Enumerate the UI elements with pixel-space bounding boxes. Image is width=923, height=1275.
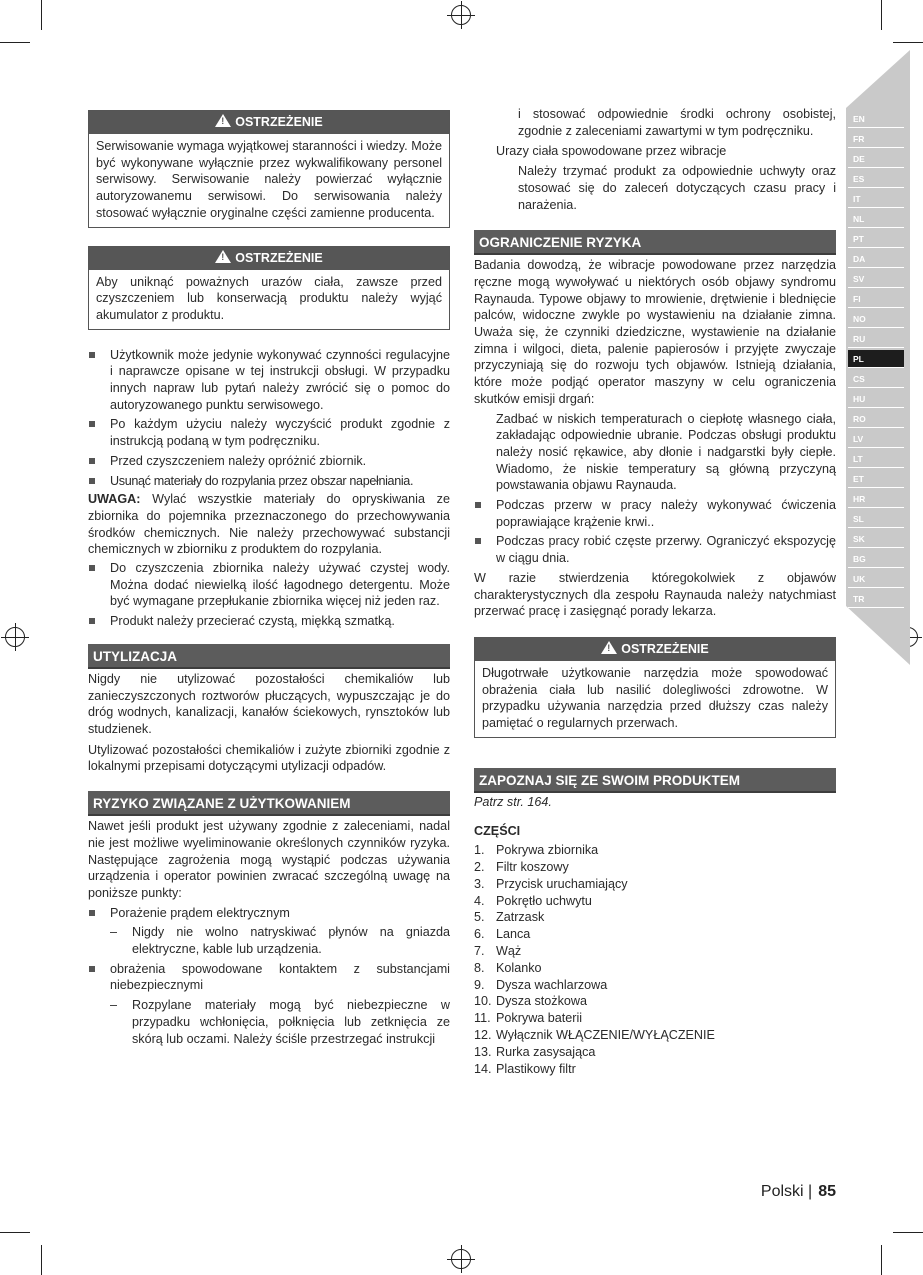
sub-list-item: Należy trzymać produkt za odpowiednie uchwyty oraz stosować się do zaleceń dotyczących czasu pracy i narażenia.	[518, 164, 836, 212]
section-heading: OGRANICZENIE RYZYKA	[474, 230, 836, 255]
section-heading: RYZYKO ZWIĄZANE Z UŻYTKOWANIEM	[88, 791, 450, 816]
note-paragraph	[88, 491, 450, 558]
part-name: Dysza stożkowa	[496, 994, 587, 1009]
parts-list-item	[474, 977, 836, 994]
parts-list-item	[474, 1061, 836, 1078]
risk-list	[88, 905, 450, 1048]
part-name: Wyłącznik WŁĄCZENIE/WYŁĄCZENIE	[496, 1027, 715, 1042]
warning-title: OSTRZEŻENIE	[621, 641, 709, 656]
part-name: Pokrętło uchwytu	[496, 893, 592, 908]
sub-list	[110, 924, 450, 957]
warning-header	[89, 247, 449, 270]
part-name: Pokrywa zbiornika	[496, 843, 599, 858]
part-name: Pokrywa baterii	[496, 1011, 583, 1026]
cleaning-list	[88, 560, 450, 630]
sub-list-item-text: Rozpylane materiały mogą być niebezpieczne w przypadku wchłonięcia, połknięcia lub zetknięcia ze skórą lub oczami. Należy ściśle przestrzegać instrukcji	[132, 998, 450, 1046]
sub-list-item	[110, 997, 450, 1047]
list-item: Przed czyszczeniem należy opróżnić zbiornik.	[88, 453, 450, 470]
footer-language: Polski |	[760, 1183, 813, 1200]
disposal-paragraph: Nigdy nie utylizować pozostałości chemikaliów lub zanieczyszczonych roztworów płuczących, wypuszczając je do dróg wodnych, kanalizacji, kanałów ściekowych, rynsztoków lub studzienek.	[88, 671, 450, 736]
parts-title: CZĘŚCI	[474, 823, 521, 838]
parts-list-item	[474, 1010, 836, 1027]
language-tab-hu[interactable]: HU	[848, 390, 904, 408]
risk-intro: Nawet jeśli produkt jest używany zgodnie z zaleceniami, nadal nie jest możliwe wyeliminowanie określonych czynników ryzyka. Następujące zagrożenia mogą wystąpić podczas używania urządzenia i operator powinien zwracać szczególną uwagę na poniższe punkty:	[88, 819, 450, 900]
reduction-outro: W razie stwierdzenia któregokolwiek z objawów charakterystycznych dla zespołu Raynauda należy natychmiast przerwać pracę i zasięgnąć porady lekarza.	[474, 570, 836, 619]
registration-mark-icon	[5, 627, 25, 647]
language-tab-en[interactable]: EN	[848, 110, 904, 128]
parts-list	[474, 842, 836, 1077]
warning-box-battery	[88, 246, 450, 330]
list-item: Do czyszczenia zbiornika należy używać czystej wody. Można dodać niewielką ilość łagodnego detergentu. Może być wymagane przepłukanie zbiornika więcej niż jeden raz.	[88, 560, 450, 610]
language-tab-bg[interactable]: BG	[848, 550, 904, 568]
sub-list	[496, 106, 836, 139]
list-item-text: Porażenie prądem elektrycznym	[110, 905, 290, 920]
list-item-text: Urazy ciała spowodowane przez wibracje	[496, 144, 727, 159]
language-tab-de[interactable]: DE	[848, 150, 904, 168]
part-name: Lanca	[496, 927, 531, 942]
warning-box-vibration	[474, 637, 836, 738]
page-footer	[761, 1183, 836, 1201]
list-item: Po każdym użyciu należy wyczyścić produkt zgodnie z instrukcją podaną w tym podręczniku.	[88, 416, 450, 449]
language-tab-hr[interactable]: HR	[848, 490, 904, 508]
language-tab-uk[interactable]: UK	[848, 570, 904, 588]
parts-list-item	[474, 859, 836, 876]
list-item	[88, 905, 450, 958]
language-tab-tr[interactable]: TR	[848, 590, 904, 608]
part-number: 4.	[474, 893, 485, 908]
section-heading: UTYLIZACJA	[88, 644, 450, 669]
warning-text: Aby uniknąć poważnych urazów ciała, zawsze przed czyszczeniem lub konserwacją produktu należy wyjąć akumulator z produktu.	[96, 274, 442, 322]
part-number: 13.	[474, 1044, 492, 1059]
language-tab-sk[interactable]: SK	[848, 530, 904, 548]
note-text: Wylać wszystkie materiały do opryskiwania ze zbiornika do pojemnika przeznaczonego do przechowywania środków chemicznych. Nie należy przechowywać substancji chemicznych w zbiorniku z produktem do rozpylania.	[88, 492, 450, 557]
list-item: Użytkownik może jedynie wykonywać czynności regulacyjne i naprawcze opisane w tej instrukcji obsługi. W przypadku innych napraw lub pytań należy zwrócić się o pomoc do autoryzowanego punktu serwisowego.	[88, 347, 450, 414]
registration-mark-icon	[451, 5, 471, 25]
registration-mark-icon	[451, 1249, 471, 1269]
part-name: Wąż	[496, 943, 522, 958]
part-name: Rurka zasysająca	[496, 1044, 596, 1059]
crop-mark	[0, 42, 30, 43]
crop-mark	[881, 0, 882, 30]
crop-mark	[881, 1245, 882, 1275]
parts-list-item	[474, 960, 836, 977]
crop-mark	[893, 1232, 923, 1233]
parts-list-item	[474, 943, 836, 960]
parts-list-item	[474, 842, 836, 859]
list-item	[474, 106, 836, 139]
sub-list-item	[496, 106, 836, 139]
risk-list-vibration	[474, 143, 836, 213]
list-item: Zadbać w niskich temperaturach o ciepłotę własnego ciała, zakładając odpowiednie ubranie. Podczas obsługi produktu należy nosić rękawice, aby dłonie i nadgarstki były ciepłe. Wiadomo, że niskie temperatury są główną przyczyną powstawania objawu Raynauda.	[496, 411, 836, 493]
warning-text: Serwisowanie wymaga wyjątkowej staranności i wiedzy. Może być wykonywane wyłącznie przez wykwalifikowany personel serwisowy. Serwisowanie należy powierzać wyłącznie autoryzowanemu serwisowi. Do serwisowania należy stosować wyłącznie oryginalne części zamienne producenta.	[96, 139, 442, 220]
part-number: 7.	[474, 943, 485, 958]
sub-list	[496, 163, 836, 213]
language-tab-da[interactable]: DA	[848, 250, 904, 268]
list-item: Podczas pracy robić częste przerwy. Ograniczyć ekspozycję w ciągu dnia.	[474, 533, 836, 566]
maintenance-list	[88, 347, 450, 490]
note-label: UWAGA:	[88, 492, 141, 507]
language-tab-sl[interactable]: SL	[848, 510, 904, 528]
language-tab-pl[interactable]: PL	[848, 350, 904, 368]
part-number: 5.	[474, 910, 485, 925]
warning-icon	[601, 641, 617, 654]
part-number: 11.	[474, 1011, 491, 1026]
language-tab-nl[interactable]: NL	[848, 210, 904, 228]
list-item: Produkt należy przecierać czystą, miękką szmatką.	[88, 613, 450, 630]
warning-title: OSTRZEŻENIE	[235, 250, 323, 265]
warning-box-service	[88, 110, 450, 228]
language-tab-fi[interactable]: FI	[848, 290, 904, 308]
language-tab-et[interactable]: ET	[848, 470, 904, 488]
part-name: Zatrzask	[496, 910, 545, 925]
reduction-list	[474, 411, 836, 567]
list-item-text: obrażenia spowodowane kontaktem z substancjami niebezpiecznymi	[110, 961, 450, 993]
warning-header	[475, 638, 835, 661]
part-name: Plastikowy filtr	[496, 1061, 576, 1076]
parts-list-item	[474, 876, 836, 893]
right-column	[474, 106, 836, 1077]
language-tab-pt[interactable]: PT	[848, 230, 904, 248]
part-number: 9.	[474, 977, 485, 992]
crop-mark	[893, 42, 923, 43]
disposal-paragraph: Utylizować pozostałości chemikaliów i zużyte zbiorniki zgodnie z lokalnymi przepisami dotyczącymi utylizacji odpadów.	[88, 742, 450, 774]
language-tab-lt[interactable]: LT	[848, 450, 904, 468]
language-tab-ru[interactable]: RU	[848, 330, 904, 348]
part-name: Przycisk uruchamiający	[496, 876, 628, 891]
part-number: 1.	[474, 843, 485, 858]
part-name: Dysza wachlarzowa	[496, 977, 608, 992]
list-item: Podczas przerw w pracy należy wykonywać ćwiczenia poprawiające krążenie krwi..	[474, 497, 836, 530]
language-tab-sv[interactable]: SV	[848, 270, 904, 288]
part-number: 3.	[474, 876, 485, 891]
part-number: 10.	[474, 994, 492, 1009]
warning-header	[89, 111, 449, 134]
warning-icon	[215, 114, 231, 127]
language-tab-no[interactable]: NO	[848, 310, 904, 328]
language-tab-fr[interactable]: FR	[848, 130, 904, 148]
parts-list-item	[474, 1044, 836, 1061]
warning-text: Długotrwałe użytkowanie narzędzia może spowodować obrażenia ciała lub nasilić dolegliwości zdrowotne. W przypadku używania narzędzia przed dłuższy czas należy pamiętać o regularnych przerwach.	[482, 665, 828, 731]
parts-list-item	[474, 926, 836, 943]
sub-list	[110, 997, 450, 1047]
language-tab-lv[interactable]: LV	[848, 430, 904, 448]
parts-list-item	[474, 993, 836, 1010]
part-name: Filtr koszowy	[496, 860, 569, 874]
language-tab-es[interactable]: ES	[848, 170, 904, 188]
part-number: 8.	[474, 960, 485, 975]
part-name: Kolanko	[496, 960, 542, 975]
warning-icon	[215, 250, 231, 263]
warning-title: OSTRZEŻENIE	[235, 115, 323, 129]
part-number: 12.	[474, 1027, 492, 1042]
language-tab-ro[interactable]: RO	[848, 410, 904, 428]
crop-mark	[0, 1232, 30, 1233]
crop-mark	[41, 1245, 42, 1275]
page-reference: Patrz str. 164.	[474, 794, 552, 809]
list-item	[474, 143, 836, 213]
section-heading: ZAPOZNAJ SIĘ ZE SWOIM PRODUKTEM	[474, 768, 836, 793]
part-number: 14.	[474, 1061, 492, 1076]
parts-list-item	[474, 909, 836, 926]
part-number: 2.	[474, 860, 485, 874]
sub-list-item: – Nigdy nie wolno natryskiwać płynów na gniazda elektryczne, kable lub urządzenia.	[110, 924, 450, 957]
language-tab-it[interactable]: IT	[848, 190, 904, 208]
reduction-intro: Badania dowodzą, że wibracje powodowane przez narzędzia ręczne mogą wywoływać u niektórych osób objawy syndromu Raynauda. Typowe objawy to mrowienie, drętwienie i blednięcie palców, widoczne zwykle po wystawieniu na działanie zimna. Uważa się, że czynniki dziedziczne, wystawienie na działanie zimna i wilgoci, dieta, palenie papierosów i przyjęte zwyczaje przyczyniają się do rozwoju tych objawów. Istnieją działania, które może podjąć operator maszyny w celu ograniczenia skutków emisji drgań:	[474, 258, 836, 406]
list-item: Usunąć materiały do rozpylania przez obszar napełniania.	[88, 473, 450, 490]
language-tab-cs[interactable]: CS	[848, 370, 904, 388]
parts-list-item	[474, 893, 836, 910]
risk-list-continued	[474, 106, 836, 139]
sub-list-item-text: i stosować odpowiednie środki ochrony osobistej, zgodnie z zaleceniami zawartymi w tym podręczniku.	[518, 107, 836, 138]
left-column	[88, 110, 450, 1047]
crop-mark	[41, 0, 42, 30]
list-item	[88, 961, 450, 1048]
parts-list-item	[474, 1027, 836, 1044]
page-number: 85	[818, 1183, 836, 1200]
part-number: 6.	[474, 927, 485, 942]
